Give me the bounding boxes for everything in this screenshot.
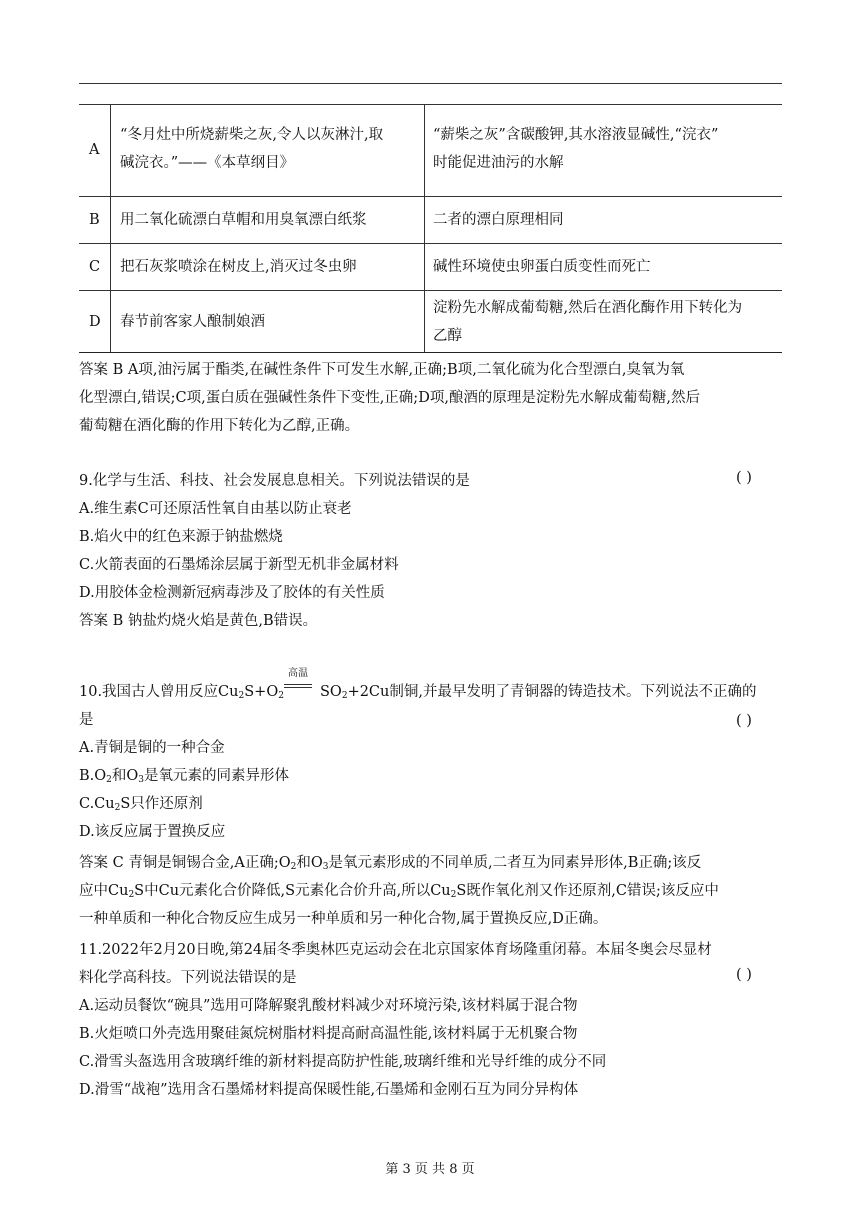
question-stem: 9.化学与生活、科技、社会发展息息相关。下列说法错误的是 xyxy=(79,473,470,489)
option-c: $C.Cu_2S$只作还原剂 xyxy=(79,796,203,813)
equal-sign xyxy=(284,684,312,688)
cell-text: 把石灰浆喷涂在树皮上,消灭过冬虫卵 xyxy=(120,259,357,275)
cell-text: 碱浣衣。”——《本草纲目》 xyxy=(120,155,295,171)
option-a: A.维生素C可还原活性氧自由基以防止衰老 xyxy=(79,501,352,517)
answer-blank: ( ) xyxy=(736,713,752,729)
cell-text: 时能促进油污的水解 xyxy=(433,155,564,171)
option-b: B.火炬喷口外壳选用聚硅氮烷树脂材料提高耐高温性能,该材料属于无机聚合物 xyxy=(79,1026,578,1042)
row-label: D xyxy=(89,314,101,330)
cell-text: 淀粉先水解成葡萄糖,然后在酒化酶作用下转化为 xyxy=(433,300,743,316)
cell-text: 二者的漂白原理相同 xyxy=(433,212,564,228)
table-border xyxy=(79,196,782,197)
option-a: A.运动员餐饮“碗具”选用可降解聚乳酸材料减少对环境污染,该材料属于混合物 xyxy=(79,998,578,1014)
question-stem: 11.2022年2月20日晚,第24届冬季奥林匹克运动会在北京国家体育场隆重闭幕。本届冬奥会尽显材 xyxy=(79,942,712,958)
cell-text: 用二氧化硫漂白草帽和用臭氧漂白纸浆 xyxy=(120,212,367,228)
cell-text: 乙醇 xyxy=(433,328,462,344)
question-stem: $SO_2+2Cu$制铜,并最早发明了青铜器的铸造技术。下列说法不正确的 xyxy=(320,684,757,701)
option-d: D.用胶体金检测新冠病毒涉及了胶体的有关性质 xyxy=(79,585,385,601)
answer-blank: ( ) xyxy=(736,967,752,983)
row-label: A xyxy=(89,142,100,158)
table-border xyxy=(79,290,782,291)
option-c: C.滑雪头盔选用含玻璃纤维的新材料提高防护性能,玻璃纤维和光导纤维的成分不同 xyxy=(79,1054,607,1070)
table-border xyxy=(79,104,782,105)
option-b: B.焰火中的红色来源于钠盐燃烧 xyxy=(79,529,283,545)
answer: 答案 B 钠盐灼烧火焰是黄色,B错误。 xyxy=(79,613,318,629)
answer-blank: ( ) xyxy=(736,470,752,486)
reaction-condition: 高温 xyxy=(288,668,308,679)
option-b: $B.O_2$和$O_3$是氧元素的同素异形体 xyxy=(79,768,290,785)
table-border xyxy=(424,104,425,352)
option-d: D.滑雪“战袍”选用含石墨烯材料提高保暖性能,石墨烯和金刚石互为同分异构体 xyxy=(79,1082,579,1098)
table-border xyxy=(79,243,782,244)
page-number: 第 3 页 共 8 页 xyxy=(385,1162,475,1177)
header-rule xyxy=(79,83,782,84)
cell-text: 碱性环境使虫卵蛋白质变性而死亡 xyxy=(433,259,651,275)
question-stem: 料化学高科技。下列说法错误的是 xyxy=(79,970,297,986)
cell-text: “冬月灶中所烧薪柴之灰,令人以灰淋汁,取 xyxy=(120,127,384,143)
row-label: B xyxy=(89,212,100,228)
option-a: A.青铜是铜的一种合金 xyxy=(79,740,225,756)
answer: 应中$Cu_2S$中Cu元素化合价降低,S元素化合价升高,所以$Cu_2S$既作氧化剂又作还原剂,C错误;该反应中 xyxy=(79,883,719,900)
cell-text: 春节前客家人酿制娘酒 xyxy=(120,314,265,330)
option-d: D.该反应属于置换反应 xyxy=(79,824,226,840)
question-stem: 10.我国古人曾用反应$Cu_2S+O_2$ xyxy=(79,684,284,701)
answer: 答案 C 青铜是铜锡合金,A正确$;O_2$和$O_3$是氧元素形成的不同单质,二者互为同素异形体,B正确;该反 xyxy=(79,855,702,872)
cell-text: “薪柴之灰”含碳酸钾,其水溶液显碱性,“浣衣” xyxy=(433,127,719,143)
question-stem: 是 xyxy=(79,712,94,728)
table-border xyxy=(79,352,782,353)
answer: 一种单质和一种化合物反应生成另一种单质和另一种化合物,属于置换反应,D正确。 xyxy=(79,911,608,927)
option-c: C.火箭表面的石墨烯涂层属于新型无机非金属材料 xyxy=(79,557,399,573)
row-label: C xyxy=(89,259,101,275)
table-border xyxy=(110,104,111,352)
